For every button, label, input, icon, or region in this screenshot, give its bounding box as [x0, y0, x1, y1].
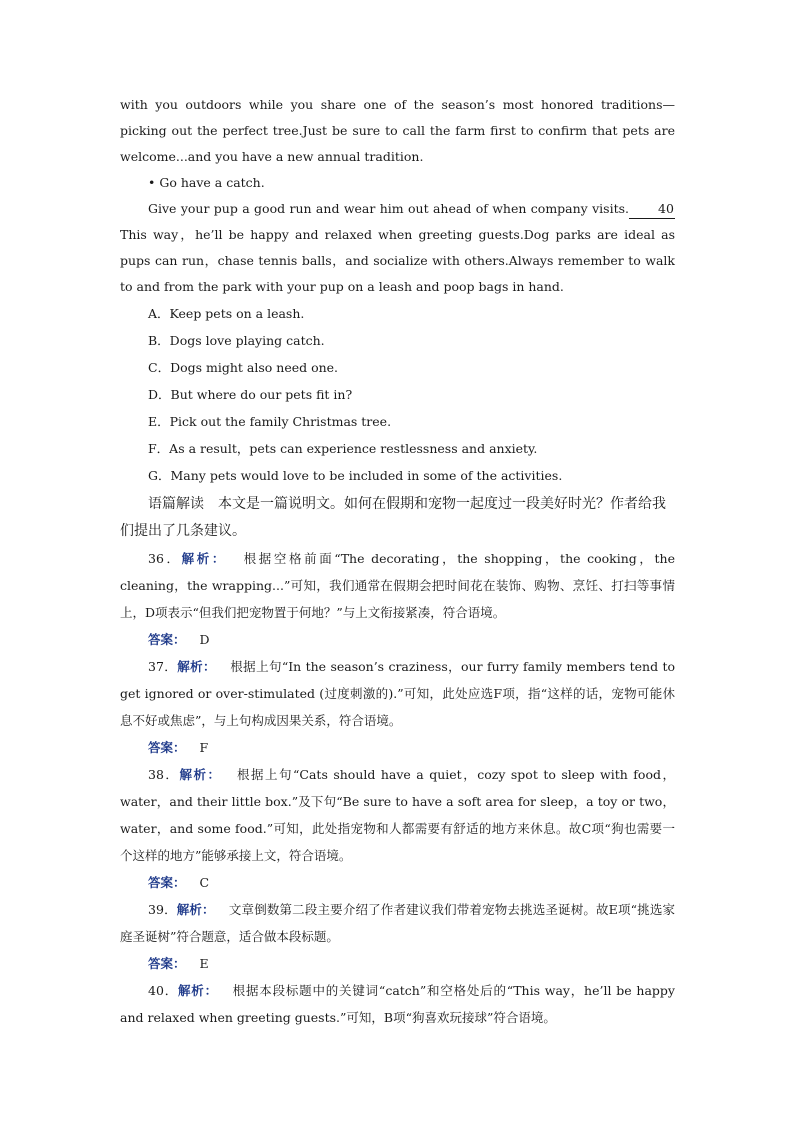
passage-summary — [120, 491, 675, 545]
passage-paragraph-catch — [120, 196, 675, 300]
option-c: C．Dogs might also need one. — [148, 360, 339, 375]
analysis-text: 文章倒数第二段主要介绍了作者建议我们带着宠物去挑选圣诞树。故E项“挑选家庭圣诞树”符合题意，适合做本段标题。 — [120, 902, 675, 944]
answer-label: 答案： — [148, 632, 186, 647]
answer-line-37 — [120, 734, 675, 761]
answer-value: C — [199, 875, 210, 890]
analysis-section — [120, 545, 675, 1031]
option-a: A．Keep pets on a leash. — [148, 306, 305, 321]
analysis-item-36 — [120, 545, 675, 626]
options-list — [120, 300, 675, 489]
passage-text-after-blank: This way，he’ll be happy and relaxed when greeting guests.Dog parks are ideal as pups can run，chase tennis balls，and socialize with others.Always remember to walk to and from the park with your pup on a leash and poop bags in hand. — [120, 227, 675, 294]
analysis-text: 根据本段标题中的关键词“catch”和空格处后的“This way，he’ll be happy and relaxed when greeting guests.”可知，B项“狗喜欢玩接球”符合语境。 — [120, 983, 675, 1025]
question-number: 37． — [148, 659, 178, 674]
passage-text-before-blank: Give your pup a good run and wear him out ahead of when company visits. — [148, 201, 629, 216]
question-number: 36． — [148, 551, 182, 566]
summary-heading: 语篇解读 — [148, 496, 204, 512]
analysis-label: 解析： — [176, 902, 215, 917]
blank-40: 40 — [629, 200, 675, 219]
answer-value: D — [199, 632, 210, 647]
option-g: G．Many pets would love to be included in some of the activities. — [148, 468, 563, 483]
analysis-label: 解析： — [179, 767, 222, 782]
analysis-label: 解析： — [177, 659, 216, 674]
answer-label: 答案： — [148, 740, 186, 755]
summary-text: 本文是一篇说明文。如何在假期和宠物一起度过一段美好时光？作者给我们提出了几条建议。 — [120, 496, 666, 539]
answer-line-38 — [120, 869, 675, 896]
answer-line-39 — [120, 950, 675, 977]
analysis-text: 根据空格前面“The decorating，the shopping，the cooking，the cleaning，the wrapping...”可知，我们通常在假期会把时间花在装饰、购物、烹饪、打扫等事情上，D项表示“但我们把宠物置于何地？”与上文衔接紧凑，符合语境。 — [120, 551, 675, 620]
option-f: F．As a result，pets can experience restlessness and anxiety. — [148, 441, 538, 456]
answer-label: 答案： — [148, 875, 186, 890]
answer-value: E — [199, 956, 209, 971]
analysis-item-40 — [120, 977, 675, 1031]
analysis-label: 解析： — [181, 551, 227, 566]
question-number: 39． — [148, 902, 177, 917]
option-d: D．But where do our pets fit in? — [148, 387, 353, 402]
answer-value: F — [199, 740, 209, 755]
analysis-item-39 — [120, 896, 675, 950]
analysis-text: 根据上句“In the season’s craziness，our furry family members tend to get ignored or over-stimulated (过度刺激的).”可知，此处应选F项，指“这样的话，宠物可能休息不好或焦虑”，与上句构成因果关系，符合语境。 — [120, 659, 676, 728]
option-e: E．Pick out the family Christmas tree. — [148, 414, 392, 429]
question-number: 38． — [148, 767, 180, 782]
analysis-label: 解析： — [178, 983, 218, 998]
section-heading-catch: • Go have a catch. — [148, 175, 265, 190]
analysis-text: 根据上句“Cats should have a quiet，cozy spot to sleep with food，water，and their little box.”及下句“Be sure to have a soft area for sleep，a toy or two，water，and some food.”可知，此处指宠物和人都需要有舒适的地方来休息。故C项“狗也需要一个这样的地方”能够承接上文，符合语境。 — [120, 767, 675, 863]
analysis-item-38 — [120, 761, 675, 869]
question-number: 40． — [148, 983, 178, 998]
page-content — [120, 92, 675, 1031]
passage-paragraph: with you outdoors while you share one of the season’s most honored traditions—picking out the perfect tree.Just be sure to call the farm first to confirm that pets are welcome...and you have a new annual tradition. — [120, 97, 675, 164]
option-b: B．Dogs love playing catch. — [148, 333, 325, 348]
answer-line-36 — [120, 626, 675, 653]
analysis-item-37 — [120, 653, 675, 734]
answer-label: 答案： — [148, 956, 186, 971]
